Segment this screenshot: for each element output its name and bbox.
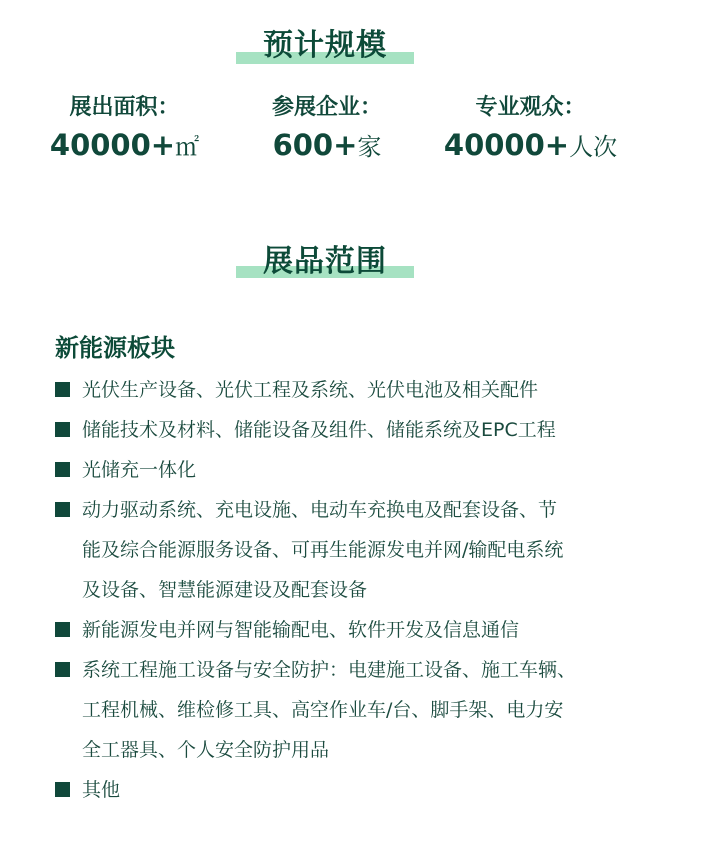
exhibit-item-list (55, 370, 655, 810)
item-line: 储能技术及材料、储能设备及组件、储能系统及EPC工程 (82, 419, 556, 441)
list-item (55, 450, 655, 490)
item-line: 新能源发电并网与智能输配电、软件开发及信息通信 (82, 619, 520, 641)
stat-value (47, 127, 202, 162)
square-bullet-icon (55, 422, 70, 437)
item-line: 能及综合能源服务设备、可再生能源发电并网/输配电系统 (82, 539, 564, 561)
list-item (55, 610, 655, 650)
stat-number: 40000+ (49, 128, 176, 162)
item-line: 系统工程施工设备与安全防护：电建施工设备、施工车辆、 (82, 659, 577, 681)
stat-label: 参展企业： (271, 95, 382, 120)
item-line: 工程机械、维检修工具、高空作业车/台、脚手架、电力安 (82, 699, 564, 721)
stat-value (438, 127, 623, 162)
stat-label: 展出面积： (69, 95, 180, 120)
list-item (55, 770, 655, 810)
stat-unit: ㎡ (175, 133, 200, 161)
stat-label: 专业观众： (475, 95, 586, 120)
item-line: 及设备、智慧能源建设及配套设备 (82, 579, 368, 601)
range-section-title-text: 展品范围 (263, 244, 387, 279)
square-bullet-icon (55, 622, 70, 637)
item-line: 其他 (82, 779, 121, 801)
item-line: 全工器具、个人安全防护用品 (82, 739, 330, 761)
item-line: 动力驱动系统、充电设施、电动车充换电及配套设备、节 (82, 499, 558, 521)
scale-section-title-text: 预计规模 (263, 28, 387, 63)
stat-number: 600+ (272, 128, 358, 162)
square-bullet-icon (55, 462, 70, 477)
stat-exhibitors (252, 90, 402, 162)
square-bullet-icon (55, 782, 70, 797)
list-item (55, 650, 655, 770)
stat-visitors (438, 90, 623, 162)
stat-unit: 家 (357, 133, 382, 161)
item-line: 光储充一体化 (82, 459, 197, 481)
list-item (55, 370, 655, 410)
square-bullet-icon (55, 382, 70, 397)
list-item (55, 410, 655, 450)
range-section-title (236, 236, 414, 280)
category-title: 新能源板块 (55, 334, 175, 362)
list-item (55, 490, 655, 610)
square-bullet-icon (55, 662, 70, 677)
stat-exhibition-area (47, 90, 202, 162)
scale-section-title (236, 20, 414, 64)
stat-number: 40000+ (443, 128, 570, 162)
stat-value (252, 127, 402, 162)
item-line: 光伏生产设备、光伏工程及系统、光伏电池及相关配件 (82, 379, 539, 401)
stat-unit: 人次 (569, 133, 618, 161)
square-bullet-icon (55, 502, 70, 517)
